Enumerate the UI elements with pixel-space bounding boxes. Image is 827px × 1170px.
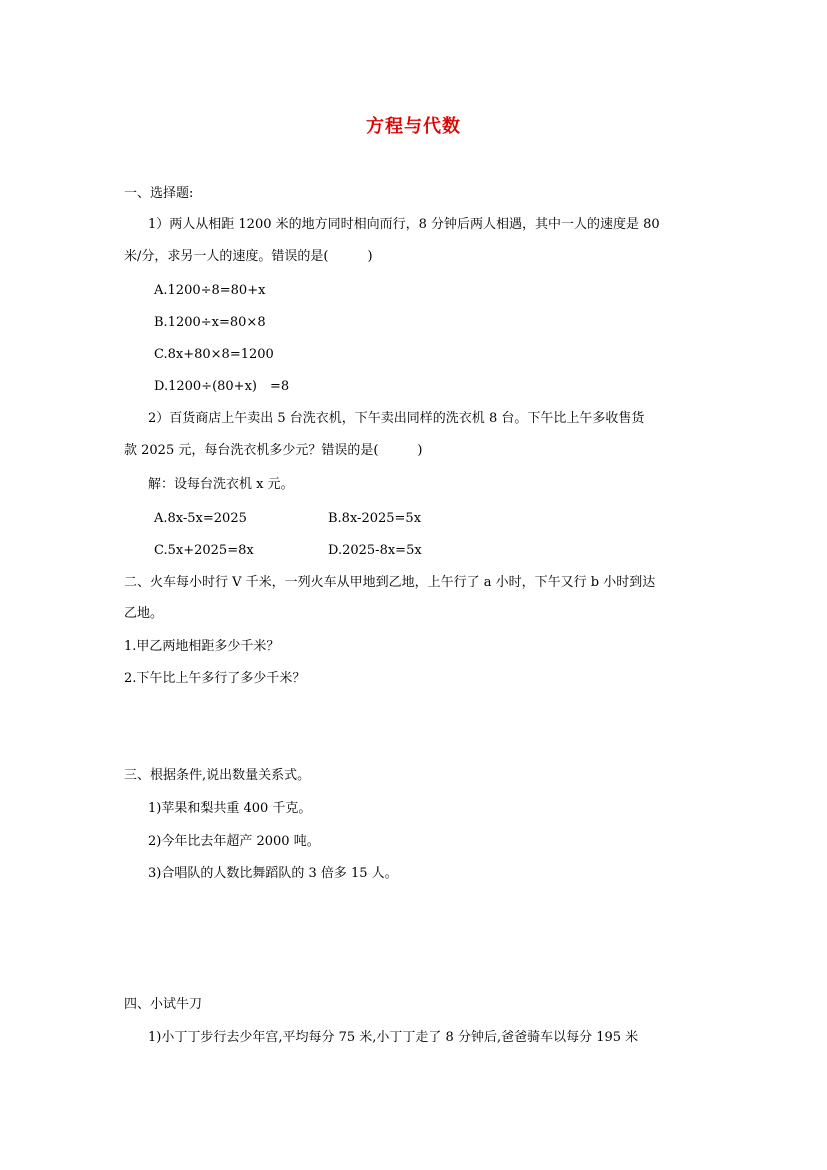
q2-option-c: C.5x+2025=8x [154,543,254,558]
q2-text-line2: 款 2025 元，每台洗衣机多少元？错误的是( ) [124,443,423,458]
section2-line1: 二、火车每小时行 V 千米，一列火车从甲地到乙地，上午行了 a 小时，下午又行 b 小时到达 [124,575,656,590]
q1-option-b: B.1200÷x=80×8 [154,315,266,330]
q1-option-d: D.1200÷(80+x) =8 [154,379,290,394]
section2-line2: 乙地。 [124,606,164,621]
section2-sub1: 1.甲乙两地相距多少千米？ [124,639,280,654]
section4-heading: 四、小试牛刀 [124,997,203,1012]
q1-text-line2: 米/分，求另一人的速度。错误的是( ) [124,249,373,264]
q2-option-a: A.8x-5x=2025 [154,511,247,526]
section3-item-3: 3)合唱队的人数比舞蹈队的 3 倍多 15 人。 [148,866,398,881]
section3-item-1: 1)苹果和梨共重 400 千克。 [148,801,312,816]
q1-text-line1: 1）两人从相距 1200 米的地方同时相向而行，8 分钟后两人相遇，其中一人的速度是 80 [148,217,660,232]
section3-heading: 三、根据条件,说出数量关系式。 [124,768,311,783]
q1-option-a: A.1200÷8=80+x [154,283,266,298]
q2-solve-line: 解：设每台洗衣机 x 元。 [148,477,294,492]
section1-heading: 一、选择题: [124,186,194,201]
q2-option-b: B.8x-2025=5x [328,511,422,526]
q1-option-c: C.8x+80×8=1200 [154,347,274,362]
page-title: 方程与代数 [366,116,461,137]
section2-sub2: 2.下午比上午多行了多少千米？ [124,671,306,686]
q2-text-line1: 2）百货商店上午卖出 5 台洗衣机，下午卖出同样的洗衣机 8 台。下午比上午多收售货 [148,411,645,426]
section4-line1: 1)小丁丁步行去少年宫,平均每分 75 米,小丁丁走了 8 分钟后,爸爸骑车以每分 195 米 [148,1030,639,1045]
q2-option-d: D.2025-8x=5x [328,543,422,558]
section3-item-2: 2)今年比去年超产 2000 吨。 [148,834,320,849]
